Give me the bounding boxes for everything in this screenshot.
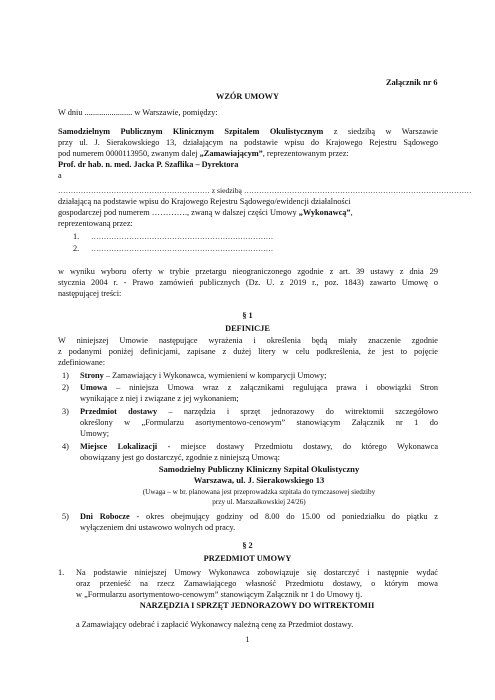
definition-text: – niniejsza Umowa wraz z załącznikami regulująca prawa i obowiązki Stron: [107, 383, 438, 392]
ordering-party-name: „Zamawiającym”: [199, 149, 263, 158]
section1-intro-line: z podanymi poniżej definicjami, zapisane z dużej litery w celu podkreślenia, że jest to pojęcie: [58, 347, 438, 356]
hospital-location-name: Samodzielny Publiczny Kliniczny Szpital Okulistyczny: [158, 464, 360, 474]
relocation-note: (Uwaga – w br. planowana jest przeprowadzka szpitala do tymczasowej siedziby: [142, 488, 376, 496]
tender-line: następującej treści:: [58, 289, 122, 298]
party2-line3-b: ,: [350, 208, 353, 217]
definition-number: 2): [62, 383, 69, 392]
rep-number: 2.: [73, 244, 80, 253]
rep-blank: ………………………………………………………………: [91, 232, 274, 241]
definition-text: wyłączeniem dni ustawowo wolnych od pracy.: [80, 523, 236, 532]
section1-number: § 1: [242, 311, 253, 320]
definition-term: Dni Robocze: [80, 512, 130, 521]
clause-line: Na podstawie niniejszej Umowy Wykonawca zobowiązuje się dostarczyć i następnie wydać: [76, 568, 438, 577]
definition-item: [80, 406, 438, 417]
definition-text: określony w „Formularzu asortymentowo-cenowym” stanowiącym Załącznik nr 1 do: [80, 418, 438, 427]
document-title: WZÓR UMOWY: [216, 92, 279, 101]
definition-text: – narzędzia i sprzęt jednorazowy do witrektomii szczegółowo: [157, 407, 438, 416]
definition-item: [80, 382, 438, 393]
definition-term: Przedmiot dostawy: [80, 407, 158, 416]
rep-number: 1.: [73, 232, 80, 241]
definition-text: wynikające z niej i związane z jej wykonaniem;: [80, 394, 239, 403]
tender-line: stycznia 2004 r. - Prawo zamówień publicznych (Dz. U. z 2019 r., poz. 1843) zawarto Umowę o: [58, 278, 438, 287]
section1-intro-line: W niniejszej Umowie następujące wyrażenia i określenia będą miały znaczenie zgodnie: [58, 336, 438, 345]
section1-intro-line: zdefiniowane:: [58, 358, 105, 367]
party2-line2: działającą na podstawie wpisu do Krajowego Rejestru Sądowego/ewidencji działalności: [58, 197, 351, 206]
definition-item: [80, 511, 438, 522]
definition-item: [80, 370, 326, 381]
clause-line: w „Formularzu asortymentowo-cenowym” stanowiącym Załącznik nr 1 do Umowy tj.: [76, 590, 363, 599]
page-number: 1: [245, 635, 250, 644]
hospital-name: Samodzielnym Publicznym Klinicznym Szpitalem Okulistycznym: [58, 127, 324, 136]
definition-term: Umowa: [80, 383, 108, 392]
clause-line: oraz przenieść na rzecz Zamawiającego własność Przedmiotu dostawy, o którym mowa: [76, 579, 438, 588]
definition-number: 3): [62, 407, 69, 416]
party1-representative: Prof. dr hab. n. med. Jacka P. Szaflika – Dyrektora: [58, 160, 239, 169]
definition-text: - okres obejmujący godziny od 8.00 do 15.00 od poniedziałku do piątku z: [129, 512, 438, 521]
contractor-name: „Wykonawcą”: [298, 208, 351, 217]
attachment-label: Załącznik nr 6: [386, 78, 438, 87]
and-word: a: [58, 171, 62, 180]
party2-line1: …………………………………………………… z siedzibą ………………………………………………………………………………: [58, 186, 472, 195]
party1-line1-rest: z siedzibą w Warszawie: [323, 127, 438, 136]
party1-line2: przy ul. J. Sierakowskiego 13, działającym na podstawie wpisu do Krajowego Rejestru Sądowego: [58, 138, 438, 147]
relocation-note: przy ul. Marszałkowskiej 24/26): [212, 498, 306, 506]
definition-item: [80, 441, 438, 452]
hospital-location-address: Warszawa, ul. J. Sierakowskiego 13: [193, 475, 325, 485]
party1-line3-a: pod numerem 0000113950, zwanym dalej: [58, 149, 200, 158]
party2-line3: [58, 207, 353, 218]
definition-number: 5): [62, 512, 69, 521]
party1-line3: [58, 148, 349, 159]
intro-line: W dniu ....................... w Warszawie, pomiędzy:: [58, 108, 218, 117]
definition-number: 4): [62, 442, 69, 451]
definition-text: – Zamawiający i Wykonawca, wymienieni w komparycji Umowy;: [103, 371, 327, 380]
party1-line3-b: , reprezentowanym przez:: [262, 149, 349, 158]
definition-number: 1): [62, 371, 69, 380]
party2-line4: reprezentowaną przez:: [58, 219, 133, 228]
subject-of-delivery: NARZĘDZIA I SPRZĘT JEDNORAZOWY DO WITREKTOMII: [139, 601, 375, 610]
section2-title: PRZEDMIOT UMOWY: [203, 554, 292, 563]
clause-last-line: a Zamawiający odebrać i zapłacić Wykonawcy należną cenę za Przedmiot dostawy.: [76, 620, 354, 629]
rep-blank: ………………………………………………………………: [91, 244, 274, 253]
party2-line3-a: gospodarczej pod numerem …………., zwaną w dalszej części Umowy: [58, 208, 299, 217]
definition-text: Umowy;: [80, 429, 110, 438]
section1-title: DEFINICJE: [225, 324, 270, 333]
definition-term: Strony: [80, 371, 104, 380]
section2-number: § 2: [242, 541, 253, 550]
definition-text: - miejsce dostawy Przedmiotu dostawy, do którego Wykonawca: [157, 442, 439, 451]
clause-number: 1.: [58, 568, 65, 577]
tender-line: w wyniku wyboru oferty w trybie przetargu nieograniczonego zgodnie z art. 39 ustawy z dnia 29: [58, 267, 438, 276]
definition-term: Miejsce Lokalizacji: [80, 442, 158, 451]
definition-text: obowiązany jest go dostarczyć, zgodnie z niniejszą Umową:: [80, 453, 280, 462]
party1-line1: [58, 126, 438, 137]
